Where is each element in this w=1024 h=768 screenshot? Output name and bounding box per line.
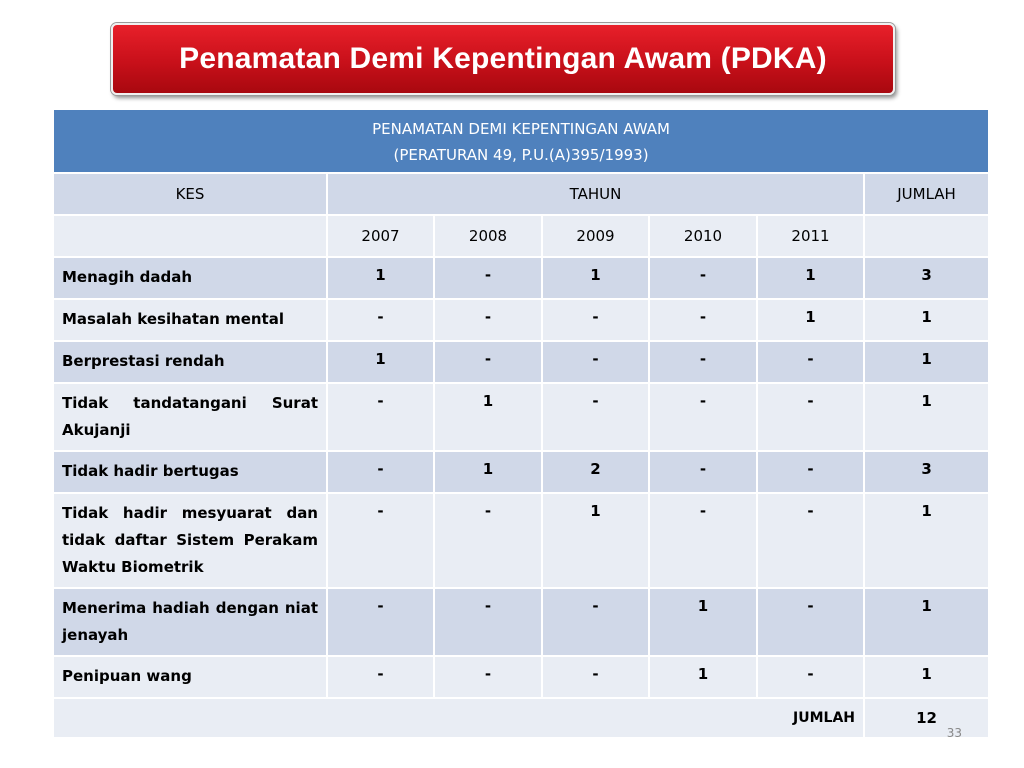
row-value: 2: [542, 451, 649, 493]
page-number: 33: [946, 726, 962, 740]
row-value: -: [649, 383, 757, 451]
footer-total: 12: [864, 698, 989, 738]
header-year: 2007: [327, 215, 434, 257]
footer-label: JUMLAH: [53, 698, 864, 738]
row-value: -: [757, 383, 864, 451]
row-total: 3: [864, 451, 989, 493]
row-value: -: [434, 588, 542, 656]
pdka-table: [52, 108, 990, 739]
row-total: 1: [864, 656, 989, 698]
row-value: -: [434, 493, 542, 588]
row-value: -: [327, 299, 434, 341]
row-value: -: [327, 451, 434, 493]
row-value: -: [649, 341, 757, 383]
table-row: [53, 451, 989, 493]
table-row: [53, 383, 989, 451]
table-year-row: [53, 215, 989, 257]
row-value: -: [542, 383, 649, 451]
header-jumlah: JUMLAH: [864, 173, 989, 215]
table-caption-line1: PENAMATAN DEMI KEPENTINGAN AWAM: [372, 120, 670, 138]
row-value: -: [542, 656, 649, 698]
row-label: Tidak hadir mesyuarat dan tidak daftar Sistem Perakam Waktu Biometrik: [53, 493, 327, 588]
row-value: -: [649, 493, 757, 588]
header-kes: KES: [53, 173, 327, 215]
row-value: -: [649, 299, 757, 341]
table-row: [53, 588, 989, 656]
table-row: [53, 493, 989, 588]
table-caption-line2: (PERATURAN 49, P.U.(A)395/1993): [393, 146, 649, 164]
year-row-empty: [864, 215, 989, 257]
row-value: -: [434, 299, 542, 341]
row-total: 1: [864, 383, 989, 451]
row-value: -: [542, 588, 649, 656]
row-value: -: [757, 493, 864, 588]
header-year: 2010: [649, 215, 757, 257]
header-year: 2009: [542, 215, 649, 257]
row-total: 1: [864, 341, 989, 383]
row-label: Menerima hadiah dengan niat jenayah: [53, 588, 327, 656]
row-value: -: [434, 257, 542, 299]
row-value: -: [542, 299, 649, 341]
table-row: [53, 656, 989, 698]
row-value: 1: [542, 493, 649, 588]
row-total: 1: [864, 588, 989, 656]
row-label: Berprestasi rendah: [53, 341, 327, 383]
row-label: Tidak hadir bertugas: [53, 451, 327, 493]
table-caption-row: [53, 109, 989, 173]
row-value: 1: [434, 451, 542, 493]
row-value: 1: [757, 299, 864, 341]
row-label: Penipuan wang: [53, 656, 327, 698]
row-value: 1: [649, 588, 757, 656]
row-value: -: [434, 656, 542, 698]
row-label: Tidak tandatangani Surat Akujanji: [53, 383, 327, 451]
row-label: Menagih dadah: [53, 257, 327, 299]
row-value: -: [757, 341, 864, 383]
table-header-row: [53, 173, 989, 215]
table-row: [53, 341, 989, 383]
row-value: 1: [327, 257, 434, 299]
row-value: -: [757, 656, 864, 698]
row-value: -: [649, 257, 757, 299]
row-value: -: [649, 451, 757, 493]
row-total: 1: [864, 493, 989, 588]
row-total: 3: [864, 257, 989, 299]
row-value: -: [327, 656, 434, 698]
row-value: -: [757, 451, 864, 493]
row-value: -: [327, 493, 434, 588]
title-banner: [111, 23, 895, 95]
row-value: -: [757, 588, 864, 656]
header-year: 2011: [757, 215, 864, 257]
row-value: -: [327, 383, 434, 451]
row-value: 1: [757, 257, 864, 299]
row-total: 1: [864, 299, 989, 341]
table-caption: [53, 109, 989, 173]
row-label: Masalah kesihatan mental: [53, 299, 327, 341]
header-tahun: TAHUN: [327, 173, 864, 215]
table-row: [53, 299, 989, 341]
row-value: 1: [434, 383, 542, 451]
table-row: [53, 257, 989, 299]
row-value: -: [434, 341, 542, 383]
row-value: -: [542, 341, 649, 383]
row-value: 1: [542, 257, 649, 299]
row-value: 1: [649, 656, 757, 698]
row-value: -: [327, 588, 434, 656]
year-row-empty: [53, 215, 327, 257]
row-value: 1: [327, 341, 434, 383]
header-year: 2008: [434, 215, 542, 257]
table-footer-row: [53, 698, 989, 738]
slide-title: Penamatan Demi Kepentingan Awam (PDKA): [179, 42, 827, 75]
